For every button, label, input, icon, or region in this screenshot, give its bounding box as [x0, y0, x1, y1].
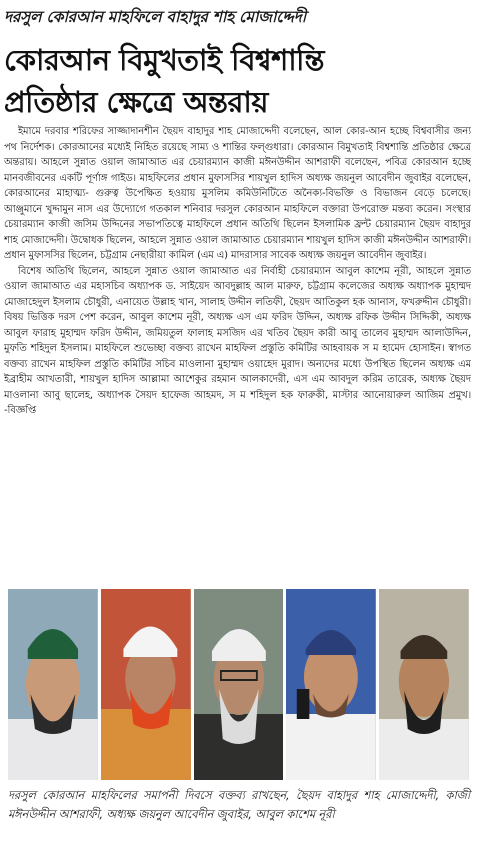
speaker-photo-2 [101, 589, 191, 780]
speaker-photo-1 [8, 589, 98, 780]
speaker-photo-4 [286, 589, 376, 780]
photo-caption: দরসুল কোরআন মাহফিলের সমাপনী দিবসে বক্তব্য রাখছেন, ছৈয়দ বাহাদুর শাহ মোজাদ্দেদী, কাজী মঈনউদ্দীন আশরাফী, অধ্যক্ষ জয়নুল আবেদীন জুবাইর, আবুল কাশেম নূরী [8, 788, 470, 821]
body-paragraph: বিশেষ অতিথি ছিলেন, আহলে সুন্নাত ওয়াল জামাআত এর নির্বাহী চেয়ারম্যান আবুল কাশেম নূরী, আহলে সুন্নাত ওয়াল জামাআত এর মহাসচিব অধ্যাপক ড. সাইয়েদ আবদুল্লাহ আল মারুফ, চট্টগ্রাম কলেজের অধ্যক্ষ অধ্যাপক মুহাম্মদ মোজাহেদুল ইসলাম চৌধুরী, এনায়েত উল্লাহ খান, সালাহ উদ্দীন লতিফী, ছৈয়দ আতিকুল হক আনাস, ফখরুদ্দীন চৌধুরী। বিষয় ভিত্তিক দরস পেশ করেন, আবুল কাশেম নূরী, অধ্যক্ষ এস এম ফরিদ উদ্দিন, অধ্যক্ষ রফিক উদ্দীন সিদ্দিকী, অধ্যক্ষ আবুল ফারাহ মুহাম্মদ ফরিদ উদ্দীন, জমিয়তুল ফালাহ মসজিদ এর খতিব ছৈয়দ কারী আবু তালেব মুহাম্মদ আলাউদ্দিন, মুফতি শহিদুল ইসলাম। মাহফিলে শুভেচ্ছা বক্তব্য রাখেন মাহফিল প্রস্তুতি কমিটির আহবায়ক স ম হামেদ হোসাইন। স্বাগত বক্তব্য রাখেন মাহফিল প্রস্তুতি কমিটির সচিব মাওলানা মুহাম্মদ ওয়াহেদ মুরাদ। অন্যদের মধ্যে উপস্থিত ছিলেন অধ্যক্ষ এম ইব্রাহীম আখতারী, শায়খুল হাদিস আল্লামা আশেকুর রহমান আলকাদেরী, এস এম আবদুল করিম তারেক, অধ্যক্ষ ছৈয়দ মাওলানা আবু ছালেহ, অধ্যাপক সৈয়দ হাফেজ আহমদ, স ম শহিদুল হক ফারুকী, মাস্টার আনোয়ারুল আজিম প্রমুখ। -বিজ্ঞপ্তি [4, 265, 471, 416]
headline-line-1: কোরআন বিমুখতাই বিশ্বশান্তি [4, 43, 324, 77]
article-kicker: দরসুল কোরআন মাহফিলে বাহাদুর শাহ মোজাদ্দেদী [4, 8, 306, 26]
speaker-photo-5 [379, 589, 469, 780]
speakers-photo-strip [8, 589, 469, 780]
headline-line-2: প্রতিষ্ঠার ক্ষেত্রে অন্তরায় [4, 85, 268, 119]
article-body [4, 124, 471, 584]
speaker-photo-3 [194, 589, 284, 780]
body-paragraph: ইমামে দরবার শরিফের সাজ্জাদানশীন ছৈয়দ বাহাদুর শাহ মোজাদ্দেদী বলেছেন, আল কোর-আন হচ্ছে বিশ্ববাসীর জন্য পথ নির্দেশক। কোরআনের মধ্যেই নিহিত রয়েছে সাম্য ও শান্তির ফল্গুধারা। কোরআন বিমুখতাই বিশ্বশান্তি প্রতিষ্ঠার ক্ষেত্রে অন্তরায়। আহলে সুন্নাত ওয়াল জামাআত এর চেয়ারম্যান কাজী মঈনউদ্দীন আশরাফী বলেছেন, পবিত্র কোরআন হচ্ছে মানবজীবনের একটি পূর্ণাঙ্গ গাইড। মাহফিলের প্রধান মুফাসসির শায়খুল হাদিস অধ্যক্ষ জয়নুল আবেদীন জুবাইর বলেছেন, কোরআনের মাহাত্ম্য- গুরুত্ব উপেক্ষিত হওয়ায় মুসলিম কমিউনিটিতে অনৈক্য-বিভক্তি ও বিভাজন বেড়ে চলেছে। আঞ্জুমানে খুদ্দামুন নাস এর উদ্যোগে গতকাল শনিবার দরসুল কোরআন মাহফিলে বক্তারা উপরোক্ত মন্তব্য করেন। সংস্থার চেয়ারম্যান কাজী জসিম উদ্দিনের সভাপতিত্বে মাহফিলে প্রধান অতিথি ছিলেন ইসলামিক ফ্রন্ট চেয়ারম্যান ছৈয়দ বাহাদুর শাহ মোজাদ্দেদী। উদ্বোধক ছিলেন, আহলে সুন্নাত ওয়াল জামাআত চেয়ারম্যান শায়খুল হাদিস কাজী মঈনউদ্দীন আশরাফী। প্রধান মুফাসসির ছিলেন, চট্টগ্রাম নেছারীয়া কামিল (এম এ) মাদরাসার সাবেক অধ্যক্ষ জয়নুল আবেদীন জুবাইর। [4, 126, 471, 261]
